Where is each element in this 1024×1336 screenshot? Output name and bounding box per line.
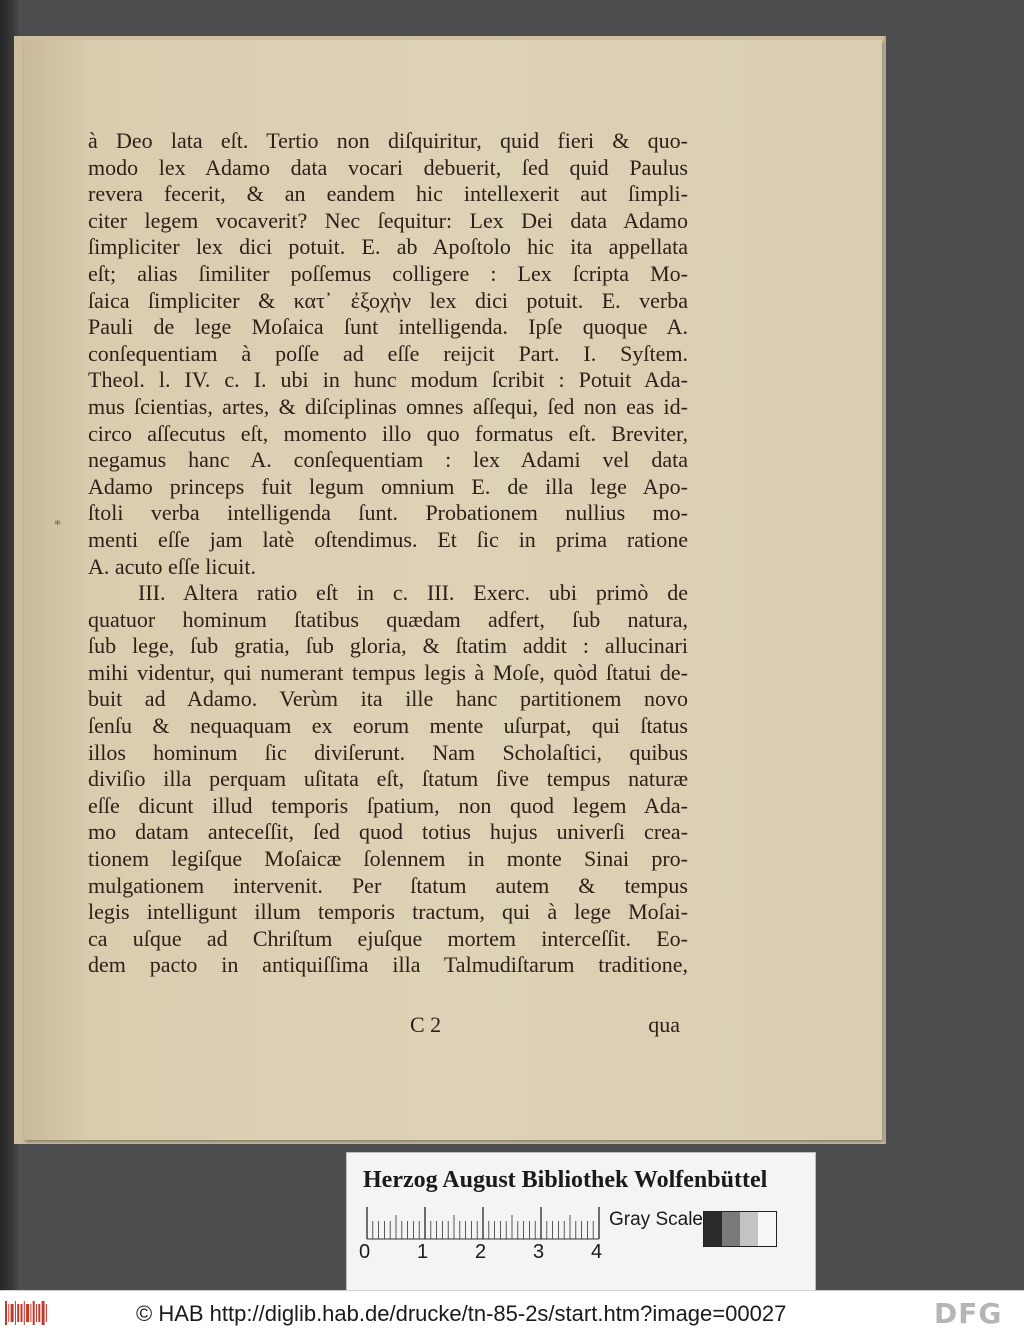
- logo-bar: [30, 1304, 31, 1322]
- text-line: diviſio illa perquam uſitata eſt, ſtatum ſive tempus naturæ: [88, 766, 688, 792]
- text-line: mulgationem intervenit. Per ſtatum autem & tempus: [88, 872, 688, 898]
- logo-bar: [26, 1304, 29, 1322]
- text-line: Adamo princeps fuit legum omnium E. de illa lege Apo-: [88, 473, 688, 499]
- logo-bar: [38, 1304, 40, 1322]
- dfg-logo: DFG: [934, 1297, 1003, 1330]
- logo-bar: [8, 1304, 9, 1322]
- scale-number: 2: [475, 1241, 487, 1263]
- grayscale-swatch: [703, 1211, 777, 1247]
- logo-bar: [11, 1304, 14, 1322]
- logo-bar: [33, 1301, 35, 1325]
- text-line: Theol. l. IV. c. I. ubi in hunc modum ſcribit : Potuit Ada-: [88, 367, 688, 393]
- text-line: eſt; alias ſimiliter poſſemus colligere : Lex ſcripta Mo-: [88, 260, 688, 286]
- text-line: revera fecerit, & an eandem hic intellexerit aut ſimpli-: [88, 181, 688, 207]
- library-label-card: [346, 1152, 816, 1292]
- text-line: circo aſſecutus eſt, momento illo quo formatus eſt. Breviter,: [88, 420, 688, 446]
- grayscale-label: Gray Scale: [609, 1209, 703, 1230]
- logo-bar: [21, 1304, 23, 1322]
- text-line: modo lex Adamo data vocari debuerit, ſed quid Paulus: [88, 154, 688, 180]
- text-line: legis intelligunt illum temporis tractum, qui à lege Moſai-: [88, 899, 688, 925]
- scale-number: 4: [591, 1241, 603, 1263]
- scale-number: 1: [417, 1241, 429, 1263]
- page-footer: [88, 1012, 688, 1038]
- logo-bar: [36, 1304, 37, 1322]
- margin-mark: *: [54, 518, 61, 533]
- text-line: menti eſſe jam latè oſtendimus. Et ſic in prima ratione: [88, 526, 688, 552]
- hab-barcode-logo-icon: [4, 1299, 48, 1327]
- text-line: à Deo lata eſt. Tertio non diſquiritur, quid fieri & quo-: [88, 128, 688, 153]
- library-name: Herzog August Bibliothek Wolfenbüttel: [363, 1167, 768, 1193]
- logo-bar: [42, 1301, 45, 1325]
- text-line: tionem legiſque Moſaicæ ſolennem in monte Sinai pro-: [88, 846, 688, 872]
- scale-number: 3: [533, 1241, 545, 1263]
- scale-numbers: [359, 1241, 619, 1265]
- text-line: illos hominum ſic diviſerunt. Nam Scholaſtici, quibus: [88, 739, 688, 765]
- text-line: ſtoli verba intelligenda ſunt. Probationem nullius mo-: [88, 500, 688, 526]
- text-line: ca uſque ad Chriſtum ejuſque mortem interceſſit. Eo-: [88, 925, 688, 951]
- text-line: conſequentiam à poſſe ad eſſe reijcit Part. I. Syſtem.: [88, 340, 688, 366]
- grayscale-step: [722, 1212, 740, 1246]
- text-line: ſub lege, ſub gratia, ſub gloria, & ſtatim addit : allucinari: [88, 633, 688, 659]
- signature-mark: C 2: [410, 1012, 442, 1037]
- grayscale-step: [704, 1212, 722, 1246]
- text-line: negamus hanc A. conſequentiam : lex Adami vel data: [88, 447, 688, 473]
- text-line: buit ad Adamo. Verùm ita ille hanc partitionem novo: [88, 686, 688, 712]
- book-page: [24, 40, 882, 1140]
- credit-url-text[interactable]: © HAB http://diglib.hab.de/drucke/tn-85-2s/start.htm?image=00027: [136, 1301, 787, 1326]
- text-line: dem pacto in antiquiſſima illa Talmudiſtarum traditione,: [88, 952, 688, 978]
- logo-bar: [5, 1301, 7, 1325]
- text-line: ſenſu & nequaquam ex eorum mente uſurpat, qui ſtatus: [88, 713, 688, 739]
- grayscale-step: [758, 1212, 776, 1246]
- text-line: citer legem vocaverit? Nec ſequitur: Lex Dei data Adamo: [88, 207, 688, 233]
- logo-bar: [24, 1301, 25, 1325]
- text-line: quatuor hominum ſtatibus quædam adfert, ſub natura,: [88, 606, 688, 632]
- scale-ruler: [365, 1201, 605, 1241]
- text-line: ſimpliciter lex dici potuit. E. ab Apoſtolo hic ita appellata: [88, 234, 688, 260]
- page-text-block: [88, 128, 688, 979]
- text-line: mihi videntur, qui numerant tempus legis à Moſe, quòd ſtatui de-: [88, 659, 688, 685]
- text-line: mus ſcientias, artes, & diſciplinas omnes aſſequi, ſed non eas id-: [88, 393, 688, 419]
- text-line: mo datam anteceſſit, ſed quod totius hujus univerſi crea-: [88, 819, 688, 845]
- text-line: III. Altera ratio eſt in c. III. Exerc. ubi primò de: [138, 580, 688, 606]
- bottom-credit-bar: [0, 1290, 1024, 1336]
- grayscale-step: [740, 1212, 758, 1246]
- catchword: qua: [648, 1012, 680, 1037]
- logo-bar: [15, 1301, 16, 1325]
- text-line: eſſe dicunt illud temporis ſpatium, non quod legem Ada-: [88, 792, 688, 818]
- logo-bar: [17, 1304, 19, 1322]
- scale-number: 0: [359, 1241, 371, 1263]
- logo-bar: [46, 1304, 47, 1322]
- text-line: ſaica ſimpliciter & κατ᾽ ἐξοχὴν lex dici potuit. E. verba: [88, 287, 688, 313]
- text-line: A. acuto eſſe licuit.: [88, 553, 256, 579]
- text-line: Pauli de lege Moſaica ſunt intelligenda. Ipſe quoque A.: [88, 314, 688, 340]
